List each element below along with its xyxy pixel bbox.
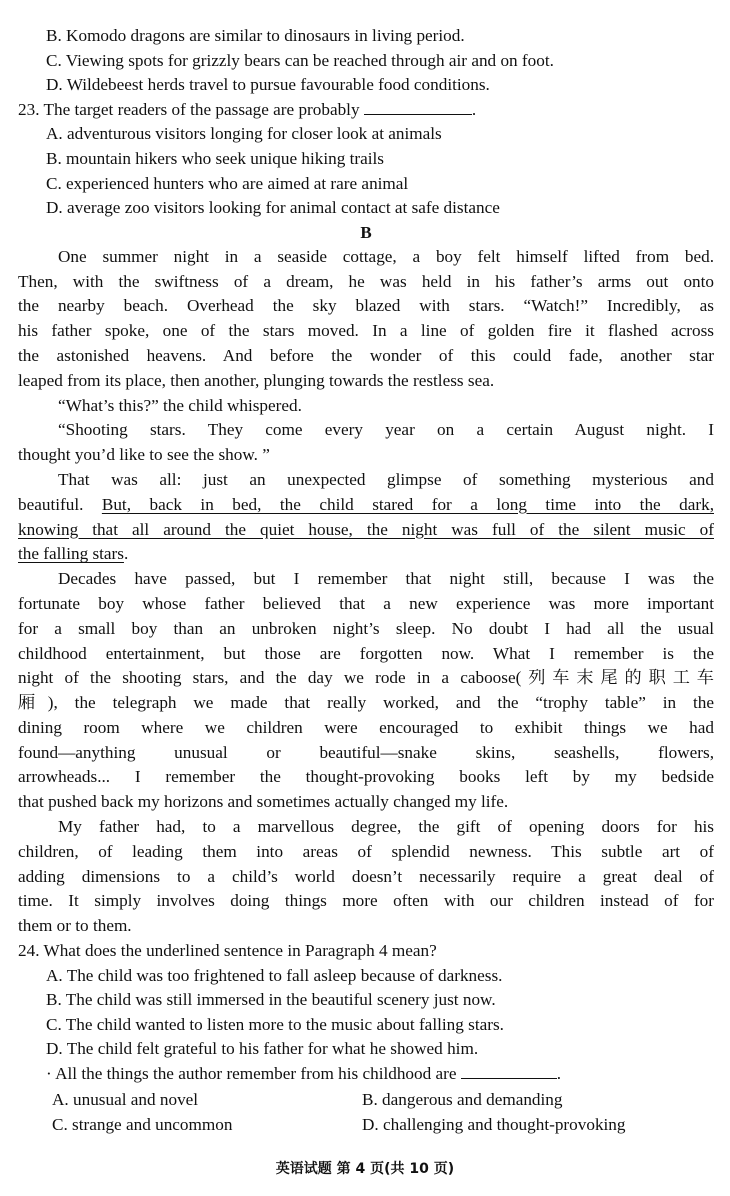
passage-paragraph-2: “What’s this?” the child whispered. xyxy=(58,395,302,415)
q24-option-d: D. The child felt grateful to his father for what he showed him. xyxy=(46,1039,479,1059)
q22-option-c: C. Viewing spots for grizzly bears can be reached through air and on foot. xyxy=(46,50,554,70)
paragraph-line: children, of leading them into areas of splendid newness. This subtle art of xyxy=(18,841,714,861)
q25-stem-text: · All the things the author remember from his childhood are xyxy=(46,1064,457,1084)
underlined-sentence: the falling stars xyxy=(18,544,124,564)
paragraph-line: for a small boy than an unbroken night’s sleep. No doubt I had all the usual xyxy=(18,618,714,638)
q24-option-a: A. The child was too frightened to fall asleep because of darkness. xyxy=(46,965,503,985)
paragraph-line: arrowheads... I remember the thought-provoking books left by my bedside xyxy=(18,767,714,787)
paragraph-line: leaped from its place, then another, plunging towards the restless sea. xyxy=(18,370,495,390)
q22-option-d: D. Wildebeest herds travel to pursue favourable food conditions. xyxy=(46,75,490,95)
passage-paragraph-4 xyxy=(18,468,714,567)
page-footer: 英语试题 第 4 页(共 10 页) xyxy=(275,1161,455,1177)
paragraph-line: My father had, to a marvellous degree, the gift of opening doors for his xyxy=(58,817,714,837)
paragraph-line: Then, with the swiftness of a dream, he was held in his father’s arms out onto xyxy=(18,271,714,291)
q24-option-b: B. The child was still immersed in the beautiful scenery just now. xyxy=(46,990,496,1010)
paragraph-line: childhood entertainment, but those are forgotten now. What I remember is the xyxy=(18,643,714,663)
q22-option-b: B. Komodo dragons are similar to dinosaurs in living period. xyxy=(46,26,465,45)
q23-stem-end: . xyxy=(471,99,477,119)
paragraph-line: time. It simply involves doing things more often with our children instead of for xyxy=(18,891,714,911)
paragraph-line: “Shooting stars. They come every year on a certain August night. I xyxy=(58,420,714,440)
paragraph-text: . xyxy=(123,544,129,564)
q25-option-b: B. dangerous and demanding xyxy=(362,1089,563,1109)
paragraph-line: them or to them. xyxy=(18,916,132,936)
paragraph-line: adding dimensions to a child’s world doesn’t necessarily require a great deal of xyxy=(18,866,714,886)
passage-paragraph-6 xyxy=(18,815,714,939)
q25-stem-end: . xyxy=(556,1064,562,1084)
paragraph-line xyxy=(18,493,714,518)
q23-stem xyxy=(18,98,714,123)
q25-stem xyxy=(18,1062,714,1087)
q23-option-b: B. mountain hikers who seek unique hiking trails xyxy=(46,148,384,168)
exam-page xyxy=(18,24,714,1137)
paragraph-line: That was all: just an unexpected glimpse of something mysterious and xyxy=(58,469,714,489)
q23-stem-text: 23. The target readers of the passage are probably xyxy=(18,99,360,119)
paragraph-line: his father spoke, one of the stars moved. In a line of golden fire it flashed across xyxy=(18,321,714,341)
paragraph-line: thought you’d like to see the show. ” xyxy=(18,445,270,465)
q23-option-a: A. adventurous visitors longing for closer look at animals xyxy=(46,124,442,144)
underlined-sentence: knowing that all around the quiet house, the night was full of the silent music of xyxy=(18,519,714,539)
paragraph-line: the nearby beach. Overhead the sky blazed with stars. “Watch!” Incredibly, as xyxy=(18,296,714,316)
underlined-sentence: But, back in bed, the child stared for a long time into the dark, xyxy=(101,494,714,514)
paragraph-line: dining room where we children were encouraged to exhibit things we had xyxy=(18,717,714,737)
q25-option-d: D. challenging and thought-provoking xyxy=(362,1114,626,1134)
section-b-heading: B xyxy=(360,222,372,242)
q25-option-c: C. strange and uncommon xyxy=(52,1114,233,1134)
paragraph-line: One summer night in a seaside cottage, a boy felt himself lifted from bed. xyxy=(58,246,714,266)
q24-stem: 24. What does the underlined sentence in Paragraph 4 mean? xyxy=(18,941,437,961)
passage-paragraph-3 xyxy=(18,418,714,468)
paragraph-line: Decades have passed, but I remember that night still, because I was the xyxy=(58,569,714,589)
passage-paragraph-5 xyxy=(18,567,714,815)
q25-answer-blank xyxy=(461,1064,557,1079)
paragraph-line: night of the shooting stars, and the day we rode in a caboose(列车末尾的职工车 xyxy=(18,668,714,688)
q24-option-c: C. The child wanted to listen more to the music about falling stars. xyxy=(46,1014,504,1034)
q23-option-d: D. average zoo visitors looking for animal contact at safe distance xyxy=(46,198,500,218)
q25-options-row-1 xyxy=(18,1087,714,1112)
paragraph-line: fortunate boy whose father believed that a new experience was more important xyxy=(18,593,714,613)
q23-option-c: C. experienced hunters who are aimed at rare animal xyxy=(46,173,409,193)
passage-paragraph-1 xyxy=(18,245,714,394)
paragraph-line xyxy=(18,542,714,567)
paragraph-line: that pushed back my horizons and sometimes actually changed my life. xyxy=(18,792,509,812)
q25-options-row-2 xyxy=(18,1112,714,1137)
q23-answer-blank xyxy=(364,100,472,115)
paragraph-line: the astonished heavens. And before the wonder of this could fade, another star xyxy=(18,345,714,365)
paragraph-line: found—anything unusual or beautiful—snake skins, seashells, flowers, xyxy=(18,742,714,762)
paragraph-line xyxy=(18,518,714,543)
paragraph-line: 厢), the telegraph we made that really worked, and the “trophy table” in the xyxy=(18,693,714,713)
q25-option-a: A. unusual and novel xyxy=(52,1089,199,1109)
paragraph-text: beautiful. xyxy=(18,494,102,514)
